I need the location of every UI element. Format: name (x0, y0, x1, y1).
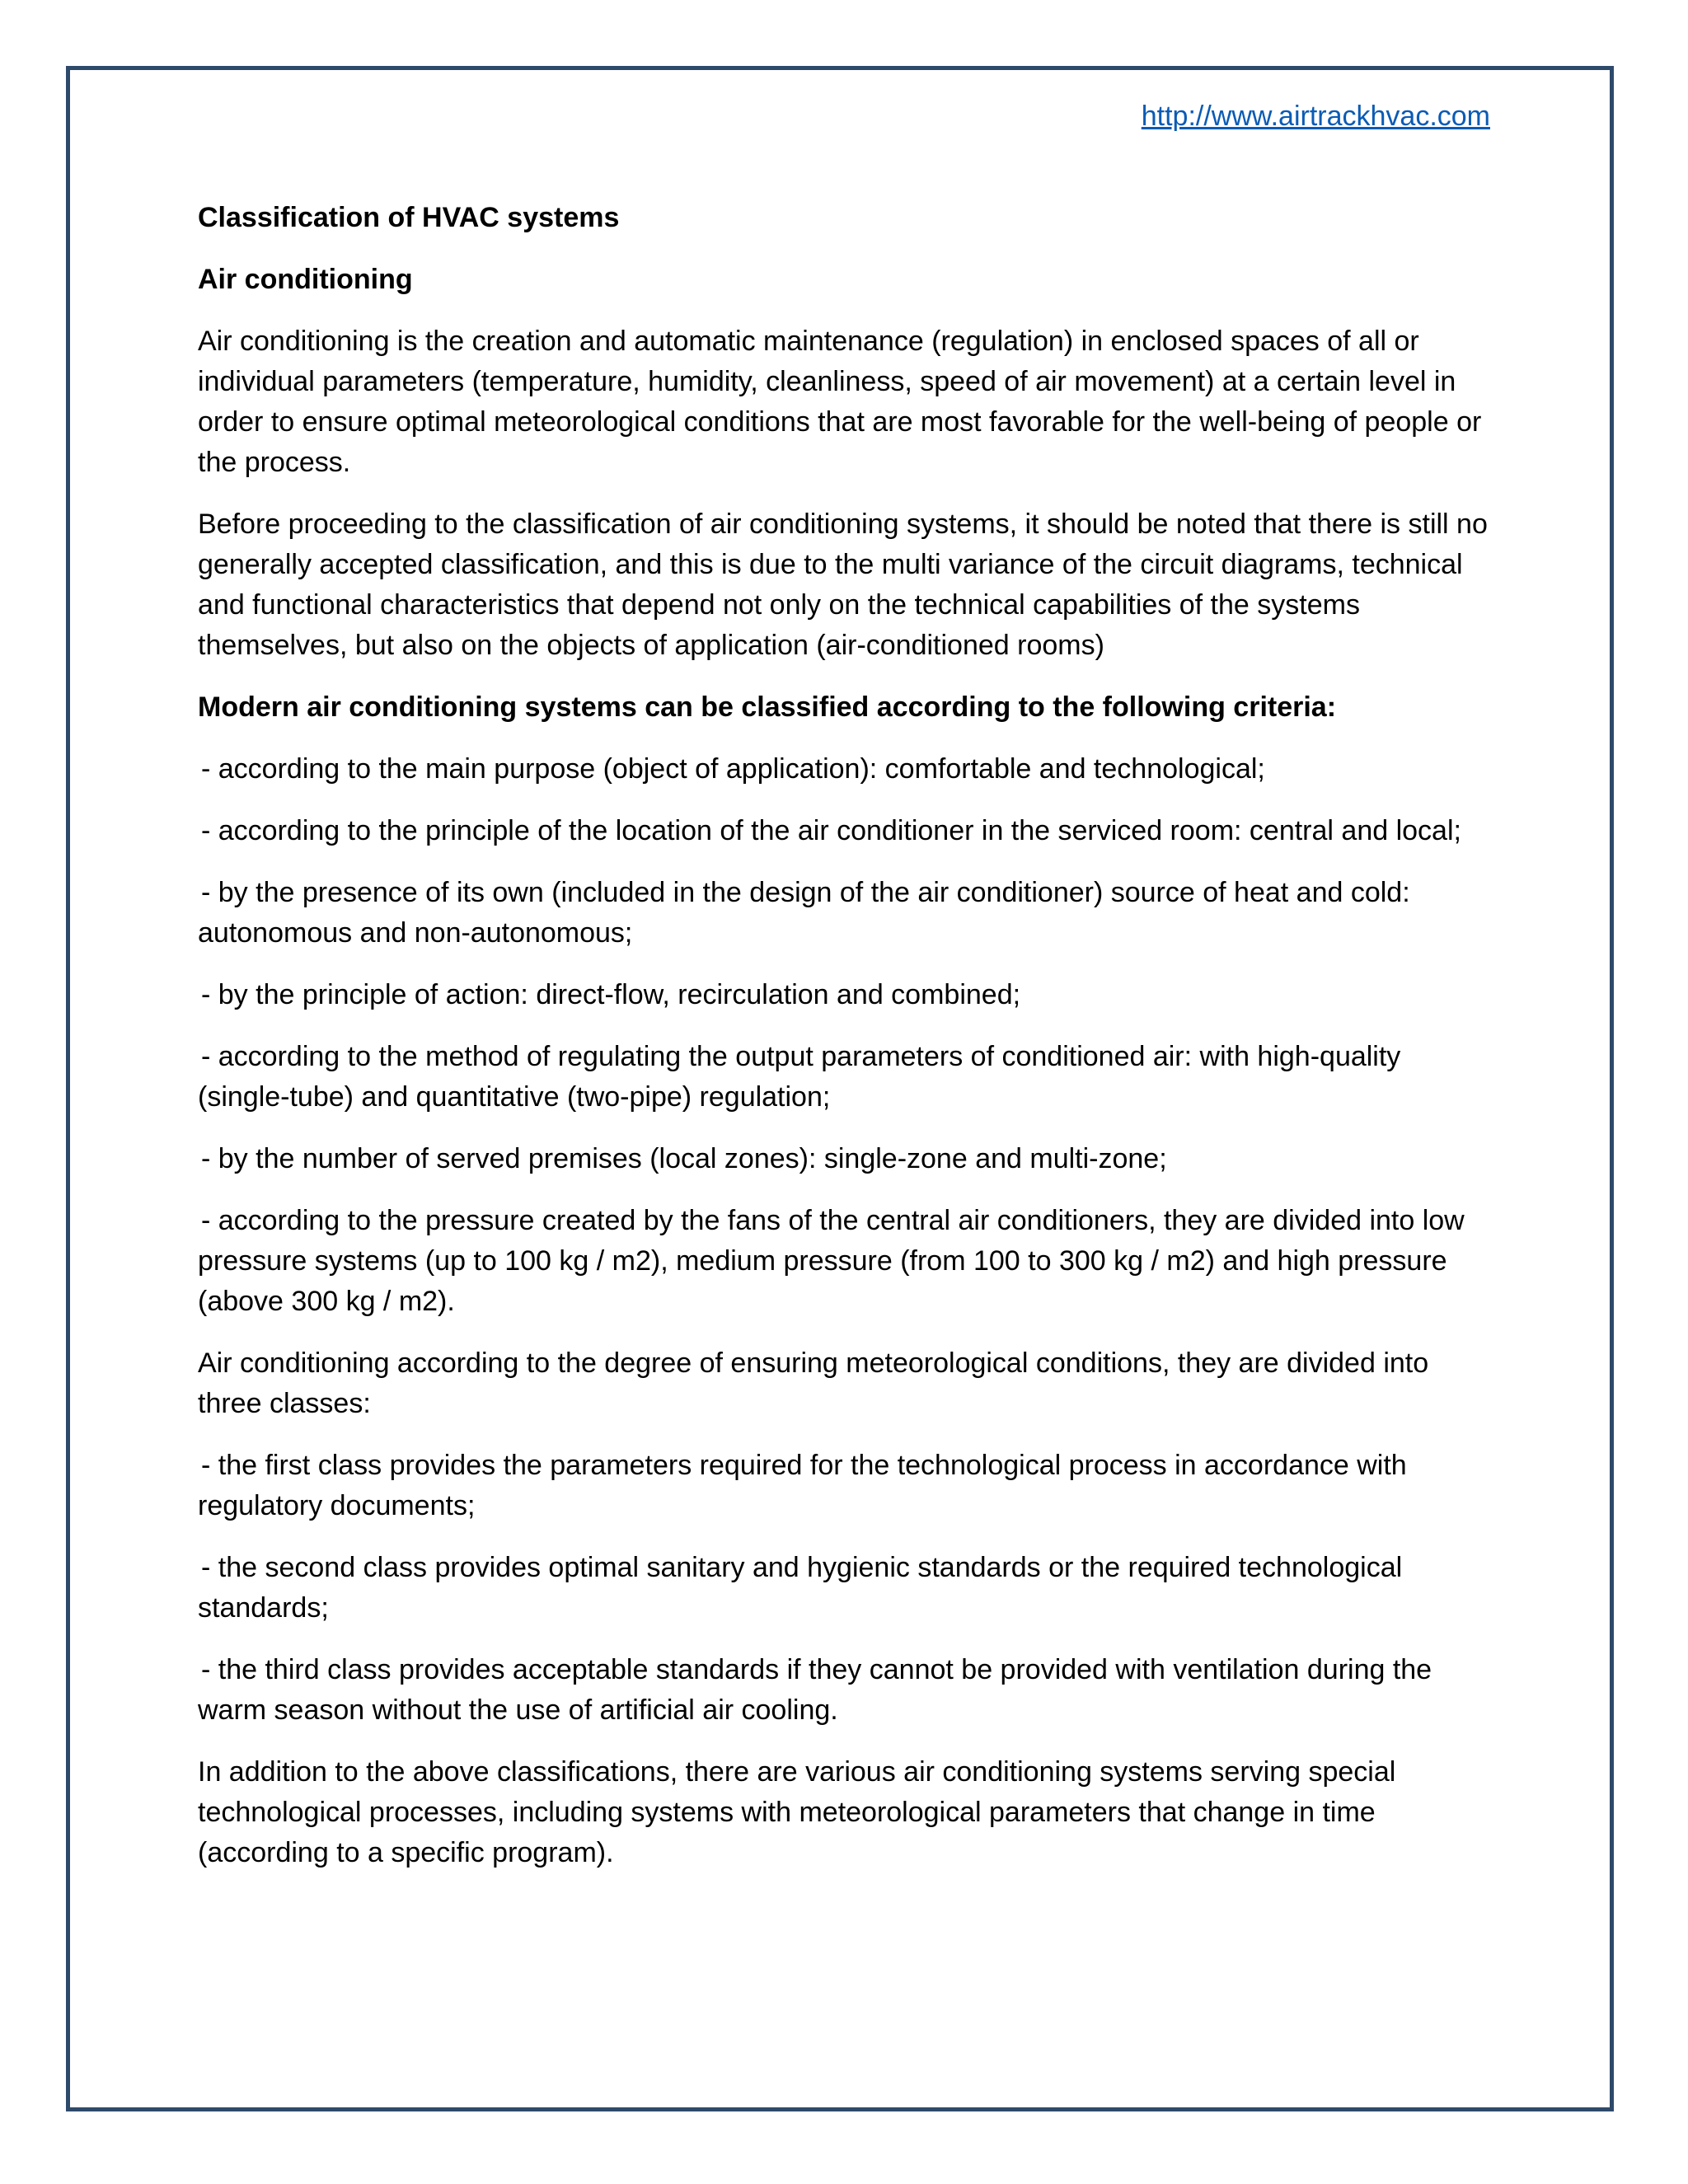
section-heading-air-conditioning: Air conditioning (198, 264, 413, 295)
paragraph-classification-note: Before proceeding to the classification of air conditioning systems, it should be noted that there is still no generally accepted classification, and this is due to the multi variance of the circuit diagrams, technical and functional characteristics that depend not only on the technical capabilities of the systems themselves, but also on the objects of application (air-conditioned rooms) (198, 509, 1488, 661)
paragraph-closing: In addition to the above classifications, there are various air conditioning systems serving special technological processes, including systems with meteorological parameters that change in time (according to a specific program). (198, 1756, 1396, 1868)
criteria-item: - according to the principle of the location of the air conditioner in the serviced room: central and local; (201, 815, 1461, 846)
document-body (198, 198, 1492, 1895)
class-item: - the third class provides acceptable standards if they cannot be provided with ventilation during the warm season without the use of artificial air cooling. (198, 1654, 1432, 1726)
criteria-item: - according to the pressure created by the fans of the central air conditioners, they are divided into low pressure systems (up to 100 kg / m2), medium pressure (from 100 to 300 kg / m2) and high pressure (above 300 kg / m2). (198, 1205, 1465, 1317)
criteria-item: - by the principle of action: direct-flow, recirculation and combined; (201, 979, 1021, 1010)
website-link[interactable]: http://www.airtrackhvac.com (1141, 101, 1490, 132)
criteria-heading: Modern air conditioning systems can be classified according to the following criteria: (198, 691, 1337, 723)
paragraph-classes-intro: Air conditioning according to the degree of ensuring meteorological conditions, they are divided into three classes: (198, 1347, 1429, 1419)
document-title: Classification of HVAC systems (198, 202, 620, 233)
class-item: - the first class provides the parameters required for the technological process in accordance with regulatory documents; (198, 1450, 1407, 1521)
class-item: - the second class provides optimal sanitary and hygienic standards or the required technological standards; (198, 1552, 1403, 1624)
criteria-item: - by the number of served premises (local zones): single-zone and multi-zone; (201, 1143, 1167, 1174)
criteria-item: - by the presence of its own (included in the design of the air conditioner) source of heat and cold: autonomous and non-autonomous; (198, 877, 1410, 949)
criteria-item: - according to the main purpose (object of application): comfortable and technological; (201, 753, 1265, 785)
paragraph-definition: Air conditioning is the creation and automatic maintenance (regulation) in enclosed spaces of all or individual parameters (temperature, humidity, cleanliness, speed of air movement) at a certain level in order to ensure optimal meteorological conditions that are most favorable for the well-being of people or the process. (198, 326, 1482, 478)
criteria-item: - according to the method of regulating the output parameters of conditioned air: with high-quality (single-tube) and quantitative (two-pipe) regulation; (198, 1041, 1401, 1113)
